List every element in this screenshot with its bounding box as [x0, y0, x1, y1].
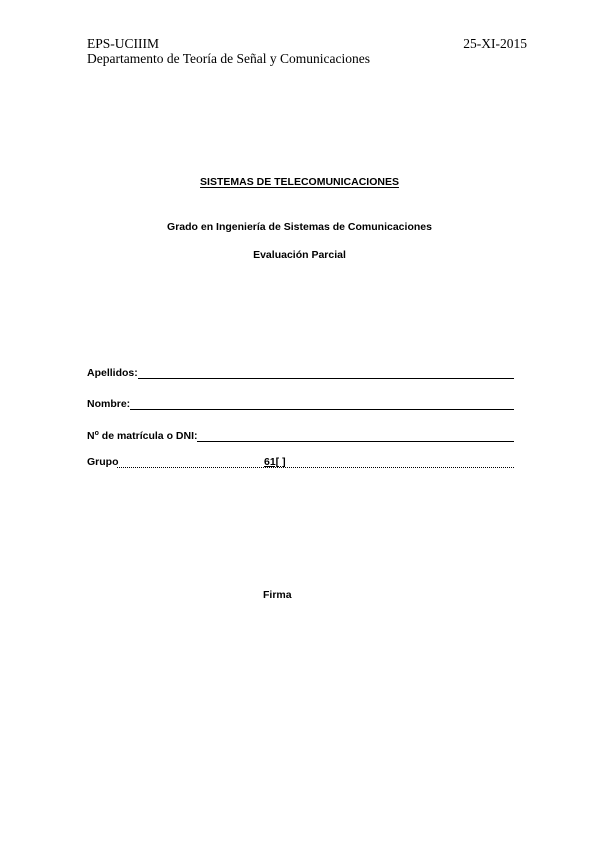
id-line[interactable] [197, 430, 514, 442]
header-left [87, 36, 370, 66]
school-name: EPS-UCIIIM [87, 36, 160, 51]
name-label: Nombre: [87, 398, 131, 410]
exam-date: 25-XI-2015 [463, 36, 527, 51]
degree-name: Grado en Ingeniería de Sistemas de Comunicaciones [167, 221, 432, 233]
exam-type: Evaluación Parcial [253, 249, 346, 261]
group-label: Grupo [87, 456, 119, 468]
name-field[interactable] [87, 398, 514, 411]
group-value: 61[ ] [264, 456, 286, 468]
name-line[interactable] [130, 398, 514, 410]
course-title: SISTEMAS DE TELECOMUNICACIONES [200, 176, 399, 188]
group-field[interactable] [87, 456, 514, 469]
department-name: Departamento de Teoría de Señal y Comunicaciones [87, 51, 370, 66]
group-dotted-line[interactable] [117, 467, 514, 468]
id-label: $N^o$ de matrícula o DNI: [87, 430, 198, 442]
id-field[interactable] [87, 427, 514, 443]
surname-line[interactable] [138, 367, 514, 379]
surname-label: Apellidos: [87, 367, 138, 379]
surname-field[interactable] [87, 367, 514, 380]
signature-label: Firma [263, 589, 292, 601]
